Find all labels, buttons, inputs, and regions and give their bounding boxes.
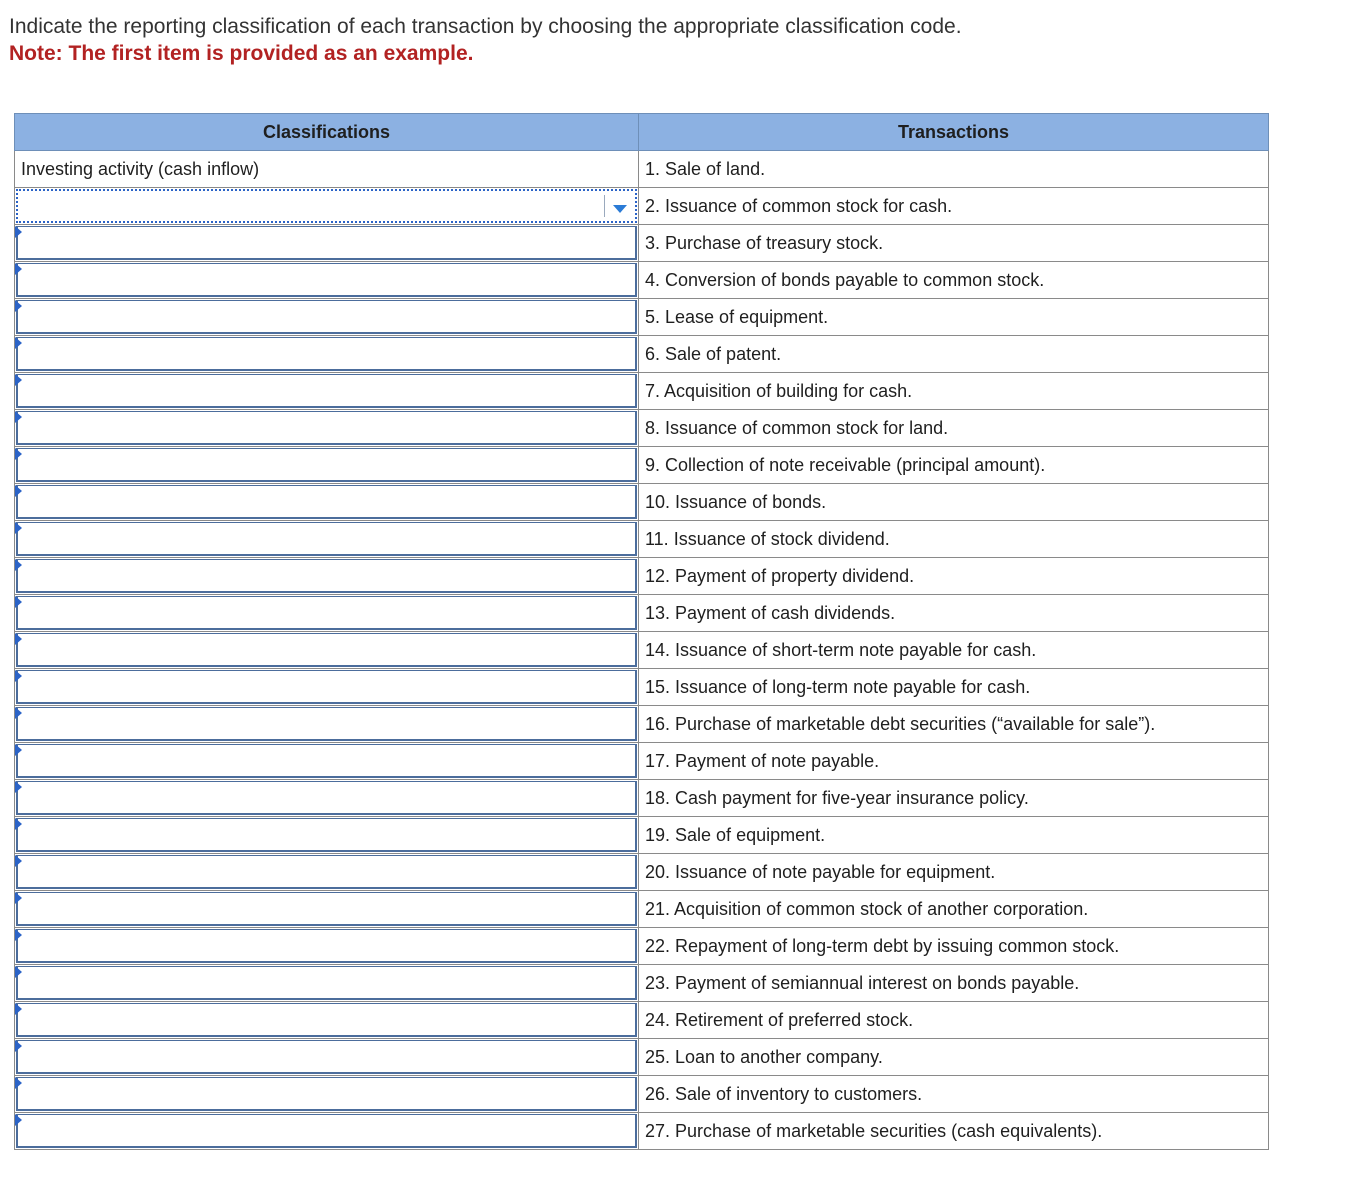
table-row: [15, 817, 1269, 854]
classification-cell: [15, 632, 639, 669]
classification-cell: [15, 410, 639, 447]
classification-dropdown[interactable]: [16, 411, 637, 445]
table-row: [15, 743, 1269, 780]
classification-dropdown[interactable]: [16, 633, 637, 667]
classification-cell: [15, 1002, 639, 1039]
classification-cell: [15, 965, 639, 1002]
transaction-cell: 25. Loan to another company.: [639, 1039, 1269, 1076]
table-row: [15, 1076, 1269, 1113]
table-row: [15, 558, 1269, 595]
table-row: [15, 965, 1269, 1002]
classification-dropdown[interactable]: [16, 300, 637, 334]
transaction-cell: 9. Collection of note receivable (principal amount).: [639, 447, 1269, 484]
classification-dropdown[interactable]: [16, 1003, 637, 1037]
classification-cell: [15, 891, 639, 928]
classification-cell: [15, 1113, 639, 1150]
classification-dropdown[interactable]: [16, 1077, 637, 1111]
transaction-cell: 24. Retirement of preferred stock.: [639, 1002, 1269, 1039]
transaction-cell: 21. Acquisition of common stock of another corporation.: [639, 891, 1269, 928]
classification-cell: [15, 188, 639, 225]
triangle-marker-icon: [15, 855, 22, 867]
table-body: [15, 151, 1269, 1150]
chevron-down-icon[interactable]: [613, 205, 627, 213]
classification-cell: [15, 1039, 639, 1076]
classification-dropdown[interactable]: [16, 707, 637, 741]
classification-dropdown[interactable]: [16, 522, 637, 556]
classification-cell: [15, 928, 639, 965]
triangle-marker-icon: [15, 1040, 22, 1052]
triangle-marker-icon: [15, 337, 22, 349]
triangle-marker-icon: [15, 781, 22, 793]
instruction-text: Indicate the reporting classification of each transaction by choosing the appropriate classification code.: [9, 15, 962, 38]
classification-dropdown[interactable]: [16, 855, 637, 889]
transaction-cell: 11. Issuance of stock dividend.: [639, 521, 1269, 558]
classification-cell: [15, 336, 639, 373]
triangle-marker-icon: [15, 448, 22, 460]
classification-table: [14, 113, 1269, 1150]
triangle-marker-icon: [15, 559, 22, 571]
table-row: [15, 299, 1269, 336]
transaction-cell: 23. Payment of semiannual interest on bonds payable.: [639, 965, 1269, 1002]
table-row: [15, 225, 1269, 262]
classification-dropdown[interactable]: [16, 781, 637, 815]
table-row: [15, 1039, 1269, 1076]
transaction-cell: 2. Issuance of common stock for cash.: [639, 188, 1269, 225]
transaction-cell: 16. Purchase of marketable debt securities (“available for sale”).: [639, 706, 1269, 743]
classification-dropdown[interactable]: [16, 189, 637, 223]
triangle-marker-icon: [15, 892, 22, 904]
transaction-cell: 27. Purchase of marketable securities (cash equivalents).: [639, 1113, 1269, 1150]
transaction-cell: 14. Issuance of short-term note payable for cash.: [639, 632, 1269, 669]
triangle-marker-icon: [15, 522, 22, 534]
transaction-cell: 15. Issuance of long-term note payable for cash.: [639, 669, 1269, 706]
transaction-cell: 19. Sale of equipment.: [639, 817, 1269, 854]
classification-dropdown[interactable]: [16, 670, 637, 704]
triangle-marker-icon: [15, 707, 22, 719]
classification-cell: [15, 558, 639, 595]
transaction-cell: 1. Sale of land.: [639, 151, 1269, 188]
table-row: [15, 1113, 1269, 1150]
classification-dropdown[interactable]: [16, 374, 637, 408]
triangle-marker-icon: [15, 226, 22, 238]
classification-cell: [15, 299, 639, 336]
table-row: [15, 336, 1269, 373]
triangle-marker-icon: [15, 670, 22, 682]
classification-dropdown[interactable]: [16, 596, 637, 630]
triangle-marker-icon: [15, 596, 22, 608]
triangle-marker-icon: [15, 633, 22, 645]
classification-cell: [15, 743, 639, 780]
table-row: [15, 262, 1269, 299]
triangle-marker-icon: [15, 263, 22, 275]
triangle-marker-icon: [15, 411, 22, 423]
table-row: [15, 373, 1269, 410]
transaction-cell: 5. Lease of equipment.: [639, 299, 1269, 336]
classification-dropdown[interactable]: [16, 559, 637, 593]
transaction-cell: 12. Payment of property dividend.: [639, 558, 1269, 595]
transaction-cell: 4. Conversion of bonds payable to common stock.: [639, 262, 1269, 299]
transaction-cell: 22. Repayment of long-term debt by issuing common stock.: [639, 928, 1269, 965]
triangle-marker-icon: [15, 1077, 22, 1089]
classification-dropdown[interactable]: [16, 892, 637, 926]
transaction-cell: 18. Cash payment for five-year insurance policy.: [639, 780, 1269, 817]
triangle-marker-icon: [15, 929, 22, 941]
table-row: [15, 1002, 1269, 1039]
classification-cell: [15, 262, 639, 299]
table-row: [15, 410, 1269, 447]
instructions: [9, 12, 1309, 67]
triangle-marker-icon: [15, 485, 22, 497]
classification-cell: [15, 373, 639, 410]
classification-cell: [15, 854, 639, 891]
triangle-marker-icon: [15, 966, 22, 978]
classification-dropdown[interactable]: [16, 744, 637, 778]
classification-dropdown[interactable]: [16, 485, 637, 519]
table-row: [15, 632, 1269, 669]
classification-dropdown[interactable]: [16, 1040, 637, 1074]
triangle-marker-icon: [15, 1003, 22, 1015]
transactions-header: Transactions: [639, 114, 1269, 151]
table-row: [15, 188, 1269, 225]
classification-dropdown[interactable]: [16, 929, 637, 963]
triangle-marker-icon: [15, 374, 22, 386]
classification-cell: [15, 447, 639, 484]
table-row: [15, 595, 1269, 632]
classification-cell: [15, 817, 639, 854]
example-classification: Investing activity (cash inflow): [15, 151, 639, 188]
table-row: [15, 151, 1269, 188]
classification-cell: [15, 706, 639, 743]
classification-dropdown[interactable]: [16, 263, 637, 297]
classification-cell: [15, 521, 639, 558]
transaction-cell: 26. Sale of inventory to customers.: [639, 1076, 1269, 1113]
classification-cell: [15, 484, 639, 521]
transaction-cell: 13. Payment of cash dividends.: [639, 595, 1269, 632]
classification-dropdown[interactable]: [16, 1114, 637, 1148]
classification-dropdown[interactable]: [16, 818, 637, 852]
table-row: [15, 484, 1269, 521]
classification-cell: [15, 595, 639, 632]
table-row: [15, 521, 1269, 558]
triangle-marker-icon: [15, 300, 22, 312]
triangle-marker-icon: [15, 744, 22, 756]
classification-cell: [15, 669, 639, 706]
table-row: [15, 928, 1269, 965]
classification-dropdown[interactable]: [16, 226, 637, 260]
transaction-cell: 10. Issuance of bonds.: [639, 484, 1269, 521]
transaction-cell: 6. Sale of patent.: [639, 336, 1269, 373]
table-row: [15, 447, 1269, 484]
classification-cell: [15, 1076, 639, 1113]
dropdown-separator: [604, 195, 605, 217]
triangle-marker-icon: [15, 818, 22, 830]
note-text: Note: The first item is provided as an example.: [9, 42, 474, 65]
classification-dropdown[interactable]: [16, 448, 637, 482]
triangle-marker-icon: [15, 1114, 22, 1126]
transaction-cell: 17. Payment of note payable.: [639, 743, 1269, 780]
classification-dropdown[interactable]: [16, 966, 637, 1000]
table-row: [15, 669, 1269, 706]
classification-cell: [15, 225, 639, 262]
transaction-cell: 20. Issuance of note payable for equipment.: [639, 854, 1269, 891]
table-row: [15, 891, 1269, 928]
classifications-header: Classifications: [15, 114, 639, 151]
classification-cell: [15, 780, 639, 817]
transaction-cell: 8. Issuance of common stock for land.: [639, 410, 1269, 447]
transaction-cell: 3. Purchase of treasury stock.: [639, 225, 1269, 262]
table-row: [15, 854, 1269, 891]
table-header-row: [15, 114, 1269, 151]
classification-dropdown[interactable]: [16, 337, 637, 371]
table-row: [15, 706, 1269, 743]
table-row: [15, 780, 1269, 817]
transaction-cell: 7. Acquisition of building for cash.: [639, 373, 1269, 410]
